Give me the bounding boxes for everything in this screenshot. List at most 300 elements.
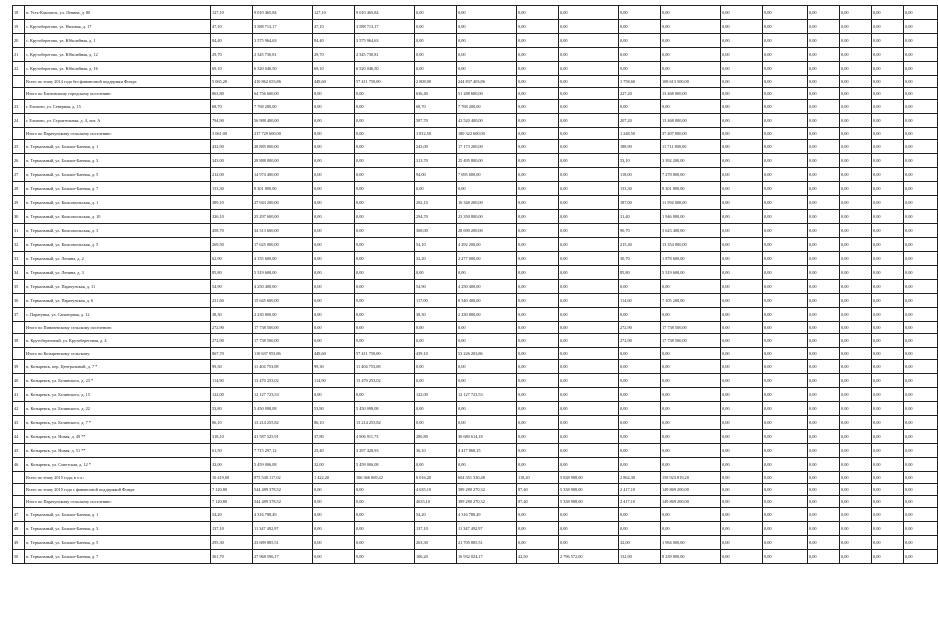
- value-cell: 272,90: [619, 334, 661, 348]
- value-cell: 90,70: [619, 224, 661, 238]
- value-cell: 13 354 800,00: [661, 238, 721, 252]
- value-cell: 0,00: [763, 360, 808, 374]
- value-cell: 0,00: [619, 508, 661, 522]
- address-cell: п. Козыревск, ул. Новая, д. 49 **: [25, 430, 211, 444]
- value-cell: 85,80: [619, 266, 661, 280]
- value-cell: 0,00: [661, 388, 721, 402]
- value-cell: 41 587 525,91: [253, 430, 313, 444]
- value-cell: 8 540 400,00: [457, 294, 517, 308]
- value-cell: 0,00: [904, 322, 938, 334]
- value-cell: 0,00: [721, 48, 763, 62]
- value-cell: 0,00: [904, 88, 938, 100]
- address-cell: п. Усть-Камчатск, ул. Ленина, д. 80: [25, 6, 211, 20]
- value-cell: 0,00: [517, 128, 559, 140]
- value-cell: 0,00: [355, 252, 415, 266]
- value-cell: 38,30: [211, 308, 253, 322]
- value-cell: 0,00: [619, 280, 661, 294]
- value-cell: 0,00: [904, 280, 938, 294]
- value-cell: 28 888 000,00: [253, 154, 313, 168]
- value-cell: 38,30: [415, 308, 457, 322]
- value-cell: 0,00: [808, 458, 840, 472]
- value-cell: 0,00: [840, 322, 872, 334]
- address-cell: п. Термальный, ул. Больше-Банная, д. 7: [25, 182, 211, 196]
- value-cell: 0,00: [808, 128, 840, 140]
- value-cell: 0,00: [808, 334, 840, 348]
- table-row: [13, 266, 938, 280]
- value-cell: 12 127 723,53: [457, 388, 517, 402]
- value-cell: 0,00: [808, 536, 840, 550]
- value-cell: 0,00: [415, 322, 457, 334]
- value-cell: 0,00: [840, 308, 872, 322]
- value-cell: 0,00: [355, 388, 415, 402]
- value-cell: 0,00: [721, 20, 763, 34]
- value-cell: 0,00: [721, 536, 763, 550]
- value-cell: 0,00: [872, 20, 904, 34]
- value-cell: 0,00: [904, 182, 938, 196]
- value-cell: 0,00: [763, 238, 808, 252]
- value-cell: 132,90: [619, 550, 661, 564]
- value-cell: 0,00: [313, 294, 355, 308]
- table-subtotal-row: [13, 348, 938, 360]
- value-cell: 0,00: [872, 128, 904, 140]
- value-cell: 0,00: [808, 34, 840, 48]
- value-cell: 0,00: [840, 62, 872, 76]
- row-number: 30: [13, 210, 25, 224]
- value-cell: 0,00: [763, 20, 808, 34]
- value-cell: 0,00: [559, 522, 619, 536]
- row-number: 40: [13, 374, 25, 388]
- value-cell: 86,10: [313, 416, 355, 430]
- value-cell: 389,10: [211, 196, 253, 210]
- address-cell: п. Термальный, ул. Больше-Банная, д. 3: [25, 154, 211, 168]
- value-cell: 0,00: [872, 322, 904, 334]
- value-cell: 410 862 653,86: [253, 76, 313, 88]
- table-row: [13, 210, 938, 224]
- row-number: 49: [13, 536, 25, 550]
- row-number: 27: [13, 168, 25, 182]
- value-cell: 7 120,80: [211, 484, 253, 496]
- value-cell: 0,00: [355, 280, 415, 294]
- value-cell: 0,00: [904, 334, 938, 348]
- value-cell: 0,00: [763, 210, 808, 224]
- value-cell: 0,00: [661, 280, 721, 294]
- row-number: 50: [13, 550, 25, 564]
- value-cell: 0,00: [904, 374, 938, 388]
- value-cell: 0,00: [355, 154, 415, 168]
- value-cell: 0,00: [904, 252, 938, 266]
- value-cell: 0,00: [763, 34, 808, 48]
- row-number: 48: [13, 522, 25, 536]
- value-cell: 0,00: [355, 196, 415, 210]
- table-row: [13, 550, 938, 564]
- value-cell: 56 988 400,00: [253, 114, 313, 128]
- value-cell: 0,00: [721, 508, 763, 522]
- value-cell: 0,00: [808, 140, 840, 154]
- value-cell: 0,00: [904, 6, 938, 20]
- value-cell: 31,40: [619, 210, 661, 224]
- value-cell: 0,00: [355, 266, 415, 280]
- value-cell: 0,00: [808, 252, 840, 266]
- value-cell: 15 645 600,00: [253, 294, 313, 308]
- address-cell: с. Паратунка, ул. Санаторная, д. 12: [25, 308, 211, 322]
- value-cell: 0,00: [872, 294, 904, 308]
- value-cell: 0,00: [904, 536, 938, 550]
- value-cell: 0,00: [661, 308, 721, 322]
- value-cell: 343,00: [211, 154, 253, 168]
- value-cell: 0,00: [808, 210, 840, 224]
- value-cell: 0,00: [661, 6, 721, 20]
- value-cell: 5 450 098,08: [253, 402, 313, 416]
- value-cell: 0,00: [559, 196, 619, 210]
- value-cell: 11 347 492,97: [253, 522, 313, 536]
- value-cell: 30,70: [619, 252, 661, 266]
- value-cell: 0,00: [808, 294, 840, 308]
- value-cell: 0,00: [313, 508, 355, 522]
- value-cell: 0,00: [840, 280, 872, 294]
- value-cell: 0,00: [840, 238, 872, 252]
- value-cell: 0,00: [661, 360, 721, 374]
- value-cell: 0,00: [904, 100, 938, 114]
- value-cell: 0,00: [559, 294, 619, 308]
- value-cell: 7 105 200,00: [661, 294, 721, 308]
- address-cell: п. Термальный, ул. Паратунская, д. 6: [25, 294, 211, 308]
- value-cell: 0,00: [721, 252, 763, 266]
- value-cell: 0,00: [904, 308, 938, 322]
- value-cell: 11 711 800,00: [661, 140, 721, 154]
- table-row: [13, 182, 938, 196]
- value-cell: 604 351 330,48: [457, 472, 517, 484]
- value-cell: 11 594 000,00: [661, 196, 721, 210]
- value-cell: 53 226 203,86: [457, 348, 517, 360]
- value-cell: 5 319 600,00: [253, 266, 313, 280]
- value-cell: 0,00: [872, 280, 904, 294]
- value-cell: 0,00: [872, 34, 904, 48]
- value-cell: 118,20: [517, 472, 559, 484]
- value-cell: 0,00: [559, 444, 619, 458]
- value-cell: 0,00: [559, 280, 619, 294]
- value-cell: 0,00: [763, 496, 808, 508]
- row-number: 43: [13, 416, 25, 430]
- address-cell: п. Козыревск, ул. Белинского, д. 15: [25, 388, 211, 402]
- address-cell: п. Термальный, ул. Паратунская, д. 11: [25, 280, 211, 294]
- value-cell: 0,00: [517, 388, 559, 402]
- value-cell: 13 470 253,02: [355, 374, 415, 388]
- row-number: 28: [13, 182, 25, 196]
- value-cell: 47,10: [211, 20, 253, 34]
- value-cell: 215,40: [619, 238, 661, 252]
- value-cell: 0,00: [840, 458, 872, 472]
- value-cell: 0,00: [517, 224, 559, 238]
- value-cell: 0,00: [313, 154, 355, 168]
- value-cell: 0,00: [872, 444, 904, 458]
- value-cell: 202,10: [415, 196, 457, 210]
- value-cell: 51 288 600,00: [457, 88, 517, 100]
- value-cell: 0,00: [517, 48, 559, 62]
- value-cell: 84,40: [211, 34, 253, 48]
- value-cell: 0,00: [619, 6, 661, 20]
- value-cell: 0,00: [872, 430, 904, 444]
- value-cell: 37 407 000,00: [661, 128, 721, 140]
- value-cell: 84,40: [313, 34, 355, 48]
- value-cell: 318,10: [211, 430, 253, 444]
- value-cell: 0,00: [517, 430, 559, 444]
- value-cell: 212,00: [211, 168, 253, 182]
- value-cell: 0,00: [904, 238, 938, 252]
- table-row: [13, 20, 938, 34]
- value-cell: 0,00: [904, 34, 938, 48]
- value-cell: 0,00: [721, 210, 763, 224]
- value-cell: 0,00: [904, 114, 938, 128]
- value-cell: 4 316 788,49: [457, 508, 517, 522]
- value-cell: 389 280 270,32: [457, 484, 517, 496]
- value-cell: 37,80: [313, 430, 355, 444]
- value-cell: 0,00: [872, 76, 904, 88]
- value-cell: 0,00: [763, 62, 808, 76]
- value-cell: 0,00: [808, 430, 840, 444]
- address-cell: п. Термальный, ул. Больше-Банная, д. 3: [25, 522, 211, 536]
- value-cell: 5 459 006,08: [253, 458, 313, 472]
- value-cell: 5 319 600,00: [661, 266, 721, 280]
- value-cell: 0,00: [904, 508, 938, 522]
- value-cell: 0,00: [313, 182, 355, 196]
- value-cell: 0,00: [721, 430, 763, 444]
- table-subtotal-row: [13, 76, 938, 88]
- value-cell: 0,00: [313, 114, 355, 128]
- value-cell: 0,00: [763, 76, 808, 88]
- value-cell: 0,00: [355, 550, 415, 564]
- table-row: [13, 238, 938, 252]
- value-cell: 0,00: [559, 252, 619, 266]
- value-cell: 4 250 400,00: [457, 280, 517, 294]
- value-cell: 0,00: [517, 20, 559, 34]
- value-cell: 0,00: [808, 62, 840, 76]
- value-cell: 54,10: [415, 238, 457, 252]
- value-cell: 133,30: [211, 182, 253, 196]
- value-cell: 0,00: [872, 88, 904, 100]
- address-cell: п. Термальный, ул. Ленина, д. 3: [25, 266, 211, 280]
- value-cell: 0,00: [872, 62, 904, 76]
- table-row: [13, 140, 938, 154]
- value-cell: 0,00: [808, 182, 840, 196]
- value-cell: 5 338 908,00: [559, 496, 619, 508]
- value-cell: 0,00: [721, 238, 763, 252]
- value-cell: 0,00: [457, 402, 517, 416]
- value-cell: 0,00: [661, 416, 721, 430]
- value-cell: 3 297 428,93: [355, 444, 415, 458]
- row-number: 31: [13, 224, 25, 238]
- value-cell: 0,00: [872, 472, 904, 484]
- value-cell: 0,00: [840, 210, 872, 224]
- value-cell: 0,00: [763, 252, 808, 266]
- value-cell: 0,00: [559, 154, 619, 168]
- value-cell: 0,00: [763, 100, 808, 114]
- value-cell: 2 808,00: [415, 76, 457, 88]
- value-cell: 0,00: [721, 388, 763, 402]
- value-cell: 3 588 713,17: [253, 20, 313, 34]
- value-cell: 0,00: [313, 322, 355, 334]
- value-cell: 7 278 800,00: [661, 168, 721, 182]
- value-cell: 0,00: [457, 62, 517, 76]
- value-cell: 8 239 800,00: [661, 550, 721, 564]
- value-cell: 0,00: [808, 168, 840, 182]
- row-number: 20: [13, 34, 25, 48]
- value-cell: 0,00: [904, 128, 938, 140]
- value-cell: 0,00: [355, 128, 415, 140]
- value-cell: 0,00: [808, 20, 840, 34]
- value-cell: 0,00: [517, 154, 559, 168]
- value-cell: 4635,10: [415, 496, 457, 508]
- value-cell: 207,20: [619, 114, 661, 128]
- value-cell: 1 984 000,00: [661, 536, 721, 550]
- value-cell: 47,10: [313, 20, 355, 34]
- value-cell: 6 016,20: [415, 472, 457, 484]
- row-number: 32: [13, 238, 25, 252]
- value-cell: 0,00: [763, 472, 808, 484]
- value-cell: 636,40: [415, 88, 457, 100]
- value-cell: 0,00: [840, 168, 872, 182]
- value-cell: 0,00: [721, 114, 763, 128]
- value-cell: 0,00: [517, 348, 559, 360]
- value-cell: 0,00: [559, 360, 619, 374]
- value-cell: 106,20: [415, 550, 457, 564]
- value-cell: 0,00: [808, 444, 840, 458]
- value-cell: 389 280 270,32: [457, 496, 517, 508]
- value-cell: 0,00: [808, 322, 840, 334]
- value-cell: 0,00: [355, 294, 415, 308]
- value-cell: 4 417 868,15: [457, 444, 517, 458]
- value-cell: 0,00: [840, 224, 872, 238]
- value-cell: 4 316 788,49: [253, 508, 313, 522]
- value-cell: 114,90: [211, 374, 253, 388]
- value-cell: 0,00: [457, 360, 517, 374]
- value-cell: 0,00: [619, 62, 661, 76]
- value-cell: 0,00: [808, 88, 840, 100]
- value-cell: 25,40: [313, 444, 355, 458]
- table-body: [13, 6, 938, 564]
- table-row: [13, 48, 938, 62]
- value-cell: 0,00: [559, 374, 619, 388]
- value-cell: 0,00: [763, 48, 808, 62]
- value-cell: 217 729 600,00: [253, 128, 313, 140]
- value-cell: 16 348 200,00: [457, 196, 517, 210]
- subtotal-label: Итого по Паратунскому сельскому поселению:: [25, 128, 211, 140]
- row-number: 37: [13, 308, 25, 322]
- value-cell: 0,00: [840, 196, 872, 210]
- value-cell: 0,00: [808, 508, 840, 522]
- value-cell: 244 837 403,86: [457, 76, 517, 88]
- value-cell: 32,00: [619, 536, 661, 550]
- value-cell: 14 974 400,00: [253, 168, 313, 182]
- address-cell: п. Козыревск, ул. Белинского, д. 22: [25, 402, 211, 416]
- value-cell: 2 345 730,81: [253, 48, 313, 62]
- subtotal-label: Итого по Елизовскому городскому поселению:: [25, 88, 211, 100]
- value-cell: 4 250 400,00: [253, 280, 313, 294]
- value-cell: 0,00: [904, 348, 938, 360]
- value-cell: 122,00: [415, 388, 457, 402]
- value-cell: 0,00: [840, 536, 872, 550]
- value-cell: 2 230 800,00: [457, 308, 517, 322]
- value-cell: 0,00: [559, 20, 619, 34]
- value-cell: 0,00: [808, 416, 840, 430]
- address-cell: п. Термальный, ул. Больше-Банная, д. 5: [25, 536, 211, 550]
- value-cell: 0,00: [840, 550, 872, 564]
- value-cell: 2 417,10: [619, 496, 661, 508]
- value-cell: 57 411 750,00: [355, 348, 415, 360]
- row-number: 21: [13, 48, 25, 62]
- value-cell: 114,60: [619, 294, 661, 308]
- value-cell: 0,00: [559, 48, 619, 62]
- value-cell: 0,00: [355, 210, 415, 224]
- value-cell: 0,00: [840, 348, 872, 360]
- value-cell: 0,00: [559, 322, 619, 334]
- value-cell: 0,00: [872, 348, 904, 360]
- value-cell: 137,10: [415, 522, 457, 536]
- value-cell: 0,00: [559, 62, 619, 76]
- value-cell: 0,00: [763, 182, 808, 196]
- value-cell: 0,00: [872, 508, 904, 522]
- value-cell: 0,00: [415, 402, 457, 416]
- value-cell: 361,70: [211, 550, 253, 564]
- table-row: [13, 154, 938, 168]
- value-cell: 0,00: [559, 182, 619, 196]
- value-cell: 0,00: [517, 88, 559, 100]
- value-cell: 0,00: [559, 536, 619, 550]
- value-cell: 0,00: [559, 210, 619, 224]
- value-cell: 0,00: [559, 308, 619, 322]
- address-cell: п. Козыревск, ул. Советская, д. 12 *: [25, 458, 211, 472]
- value-cell: 0,00: [808, 308, 840, 322]
- value-cell: 0,00: [517, 252, 559, 266]
- value-cell: 0,00: [721, 196, 763, 210]
- value-cell: 0,00: [763, 484, 808, 496]
- table-row: [13, 280, 938, 294]
- value-cell: 1 758,60: [619, 76, 661, 88]
- value-cell: 263,30: [415, 536, 457, 550]
- value-cell: 0,00: [457, 374, 517, 388]
- value-cell: 0,00: [904, 62, 938, 76]
- value-cell: 0,00: [763, 168, 808, 182]
- value-cell: 0,00: [559, 128, 619, 140]
- value-cell: 0,00: [559, 224, 619, 238]
- value-cell: 794,90: [211, 114, 253, 128]
- value-cell: 0,00: [559, 76, 619, 88]
- value-cell: 0,00: [661, 100, 721, 114]
- value-cell: 587,70: [415, 114, 457, 128]
- value-cell: 4 292 200,00: [457, 238, 517, 252]
- table-row: [13, 100, 938, 114]
- value-cell: 187,00: [619, 196, 661, 210]
- row-number: 24: [13, 114, 25, 128]
- value-cell: 0,00: [763, 128, 808, 140]
- value-cell: 0,00: [355, 182, 415, 196]
- value-cell: 0,00: [721, 76, 763, 88]
- value-cell: 0,00: [840, 472, 872, 484]
- value-cell: 1 422,20: [313, 472, 355, 484]
- value-cell: 0,00: [313, 484, 355, 496]
- value-cell: 0,00: [313, 140, 355, 154]
- value-cell: 13 214 255,82: [355, 416, 415, 430]
- address-cell: п. Термальный, ул. Больше-Банная, д. 7: [25, 550, 211, 564]
- value-cell: 0,00: [763, 334, 808, 348]
- value-cell: 0,00: [415, 458, 457, 472]
- value-cell: 0,00: [808, 402, 840, 416]
- value-cell: 0,00: [840, 128, 872, 140]
- value-cell: 0,00: [457, 458, 517, 472]
- value-cell: 43 520 400,00: [457, 114, 517, 128]
- value-cell: 0,00: [559, 348, 619, 360]
- value-cell: 0,00: [619, 522, 661, 536]
- value-cell: 16 932 024,17: [457, 550, 517, 564]
